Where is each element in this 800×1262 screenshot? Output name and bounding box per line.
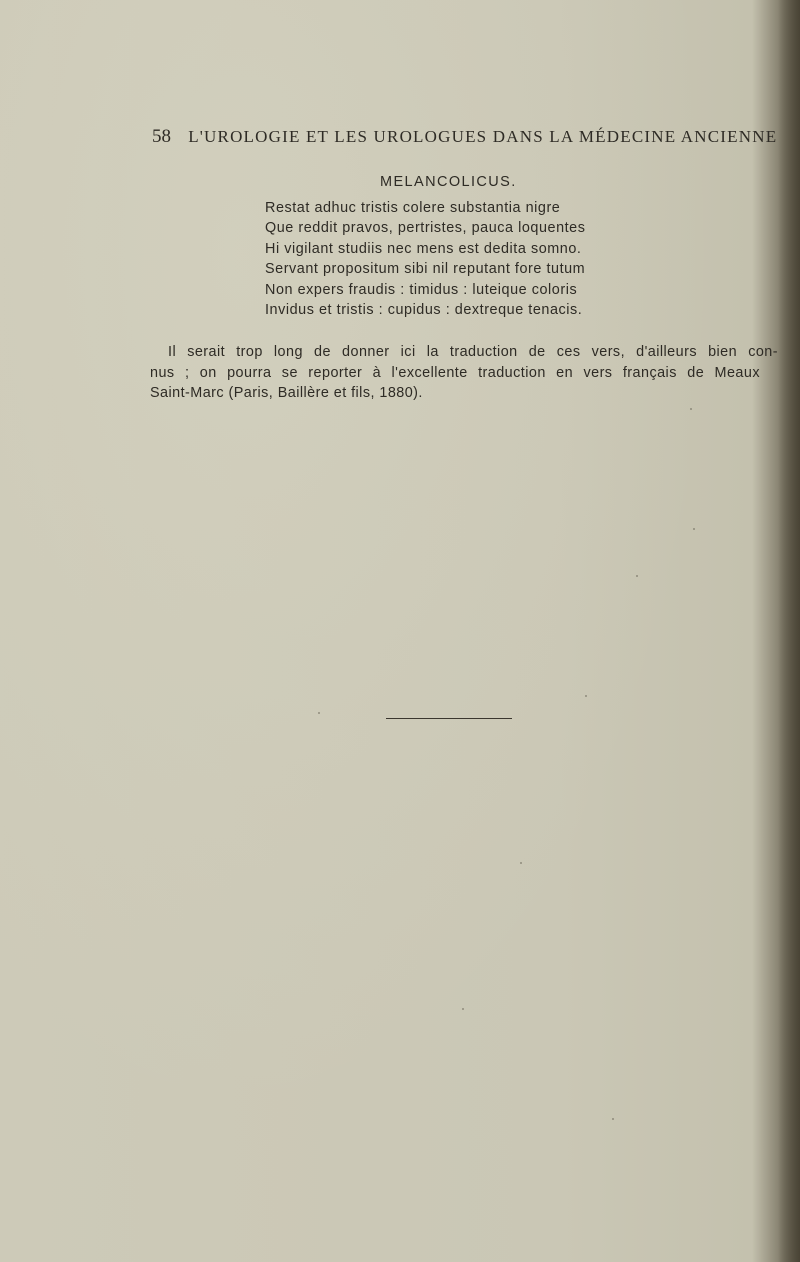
verse-line: Que reddit pravos, pertristes, pauca loquentes (265, 220, 586, 237)
verse-line: Hi vigilant studiis nec mens est dedita somno. (265, 240, 582, 257)
running-head-title: L'UROLOGIE ET LES UROLOGUES DANS LA MÉDECINE ANCIENNE (188, 127, 778, 146)
paper-speck (690, 408, 692, 410)
paper-speck (693, 528, 695, 530)
poem-title: MELANCOLICUS. (380, 174, 517, 190)
paper-speck (636, 575, 638, 577)
paper-speck (612, 1118, 614, 1120)
paragraph-line: nus ; on pourra se reporter à l'excellente traduction en vers français de Meaux (150, 364, 760, 381)
body-paragraph (150, 342, 778, 404)
page-number: 58 (152, 126, 171, 147)
paper-speck (462, 1008, 464, 1010)
paragraph-line: Il serait trop long de donner ici la traduction de ces vers, d'ailleurs bien con- (168, 344, 778, 360)
verse-line: Invidus et tristis : cupidus : dextreque tenacis. (265, 302, 583, 319)
paper-speck (585, 695, 587, 697)
paragraph-line: Saint-Marc (Paris, Baillère et fils, 1880). (150, 385, 423, 401)
page-gutter-shadow (778, 0, 800, 1262)
paper-speck (318, 712, 320, 714)
section-end-rule (386, 718, 512, 719)
running-head (152, 126, 778, 152)
verse-line: Non expers fraudis : timidus : luteique coloris (265, 281, 578, 298)
verse-line: Restat adhuc tristis colere substantia nigre (265, 200, 561, 216)
poem-verses (265, 198, 585, 320)
verse-line: Servant propositum sibi nil reputant fore tutum (265, 261, 586, 278)
paper-speck (520, 862, 522, 864)
